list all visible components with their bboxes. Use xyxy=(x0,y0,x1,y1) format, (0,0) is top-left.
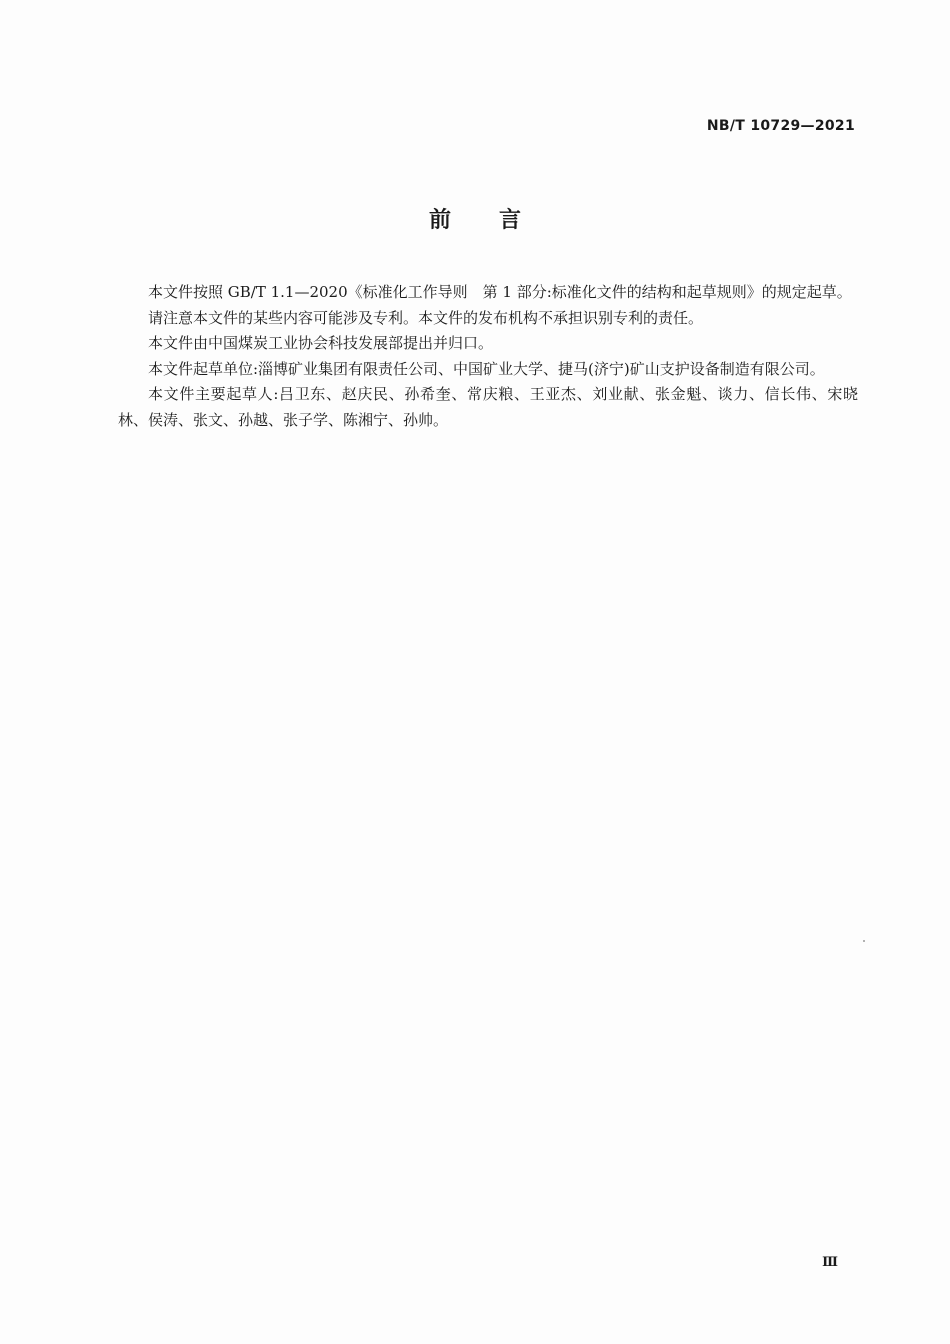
standard-code: NB/T 10729—2021 xyxy=(706,118,855,134)
section-title: 前言 xyxy=(428,208,569,233)
paragraph-proposer: 本文件由中国煤炭工业协会科技发展部提出并归口。 xyxy=(148,334,494,352)
paragraph-drafting-units: 本文件起草单位:淄博矿业集团有限责任公司、中国矿业大学、捷马(济宁)矿山支护设备制造有限公司。 xyxy=(148,359,825,378)
paragraph-drafters: 本文件主要起草人:吕卫东、赵庆民、孙希奎、常庆粮、王亚杰、刘业献、张金魁、谈力、信长伟、宋晓林、侯涛、张文、孙越、张子学、陈湘宁、孙帅。 xyxy=(118,385,858,429)
foreword-body xyxy=(118,280,858,433)
scan-speck xyxy=(863,940,865,942)
page-number: Ⅲ xyxy=(822,1255,838,1270)
paragraph-drafting-basis: 本文件按照 GB/T 1.1—2020《标准化工作导则 第 1 部分:标准化文件的结构和起草规则》的规定起草。 xyxy=(148,283,852,301)
paragraph-patent-notice: 请注意本文件的某些内容可能涉及专利。本文件的发布机构不承担识别专利的责任。 xyxy=(148,308,704,327)
